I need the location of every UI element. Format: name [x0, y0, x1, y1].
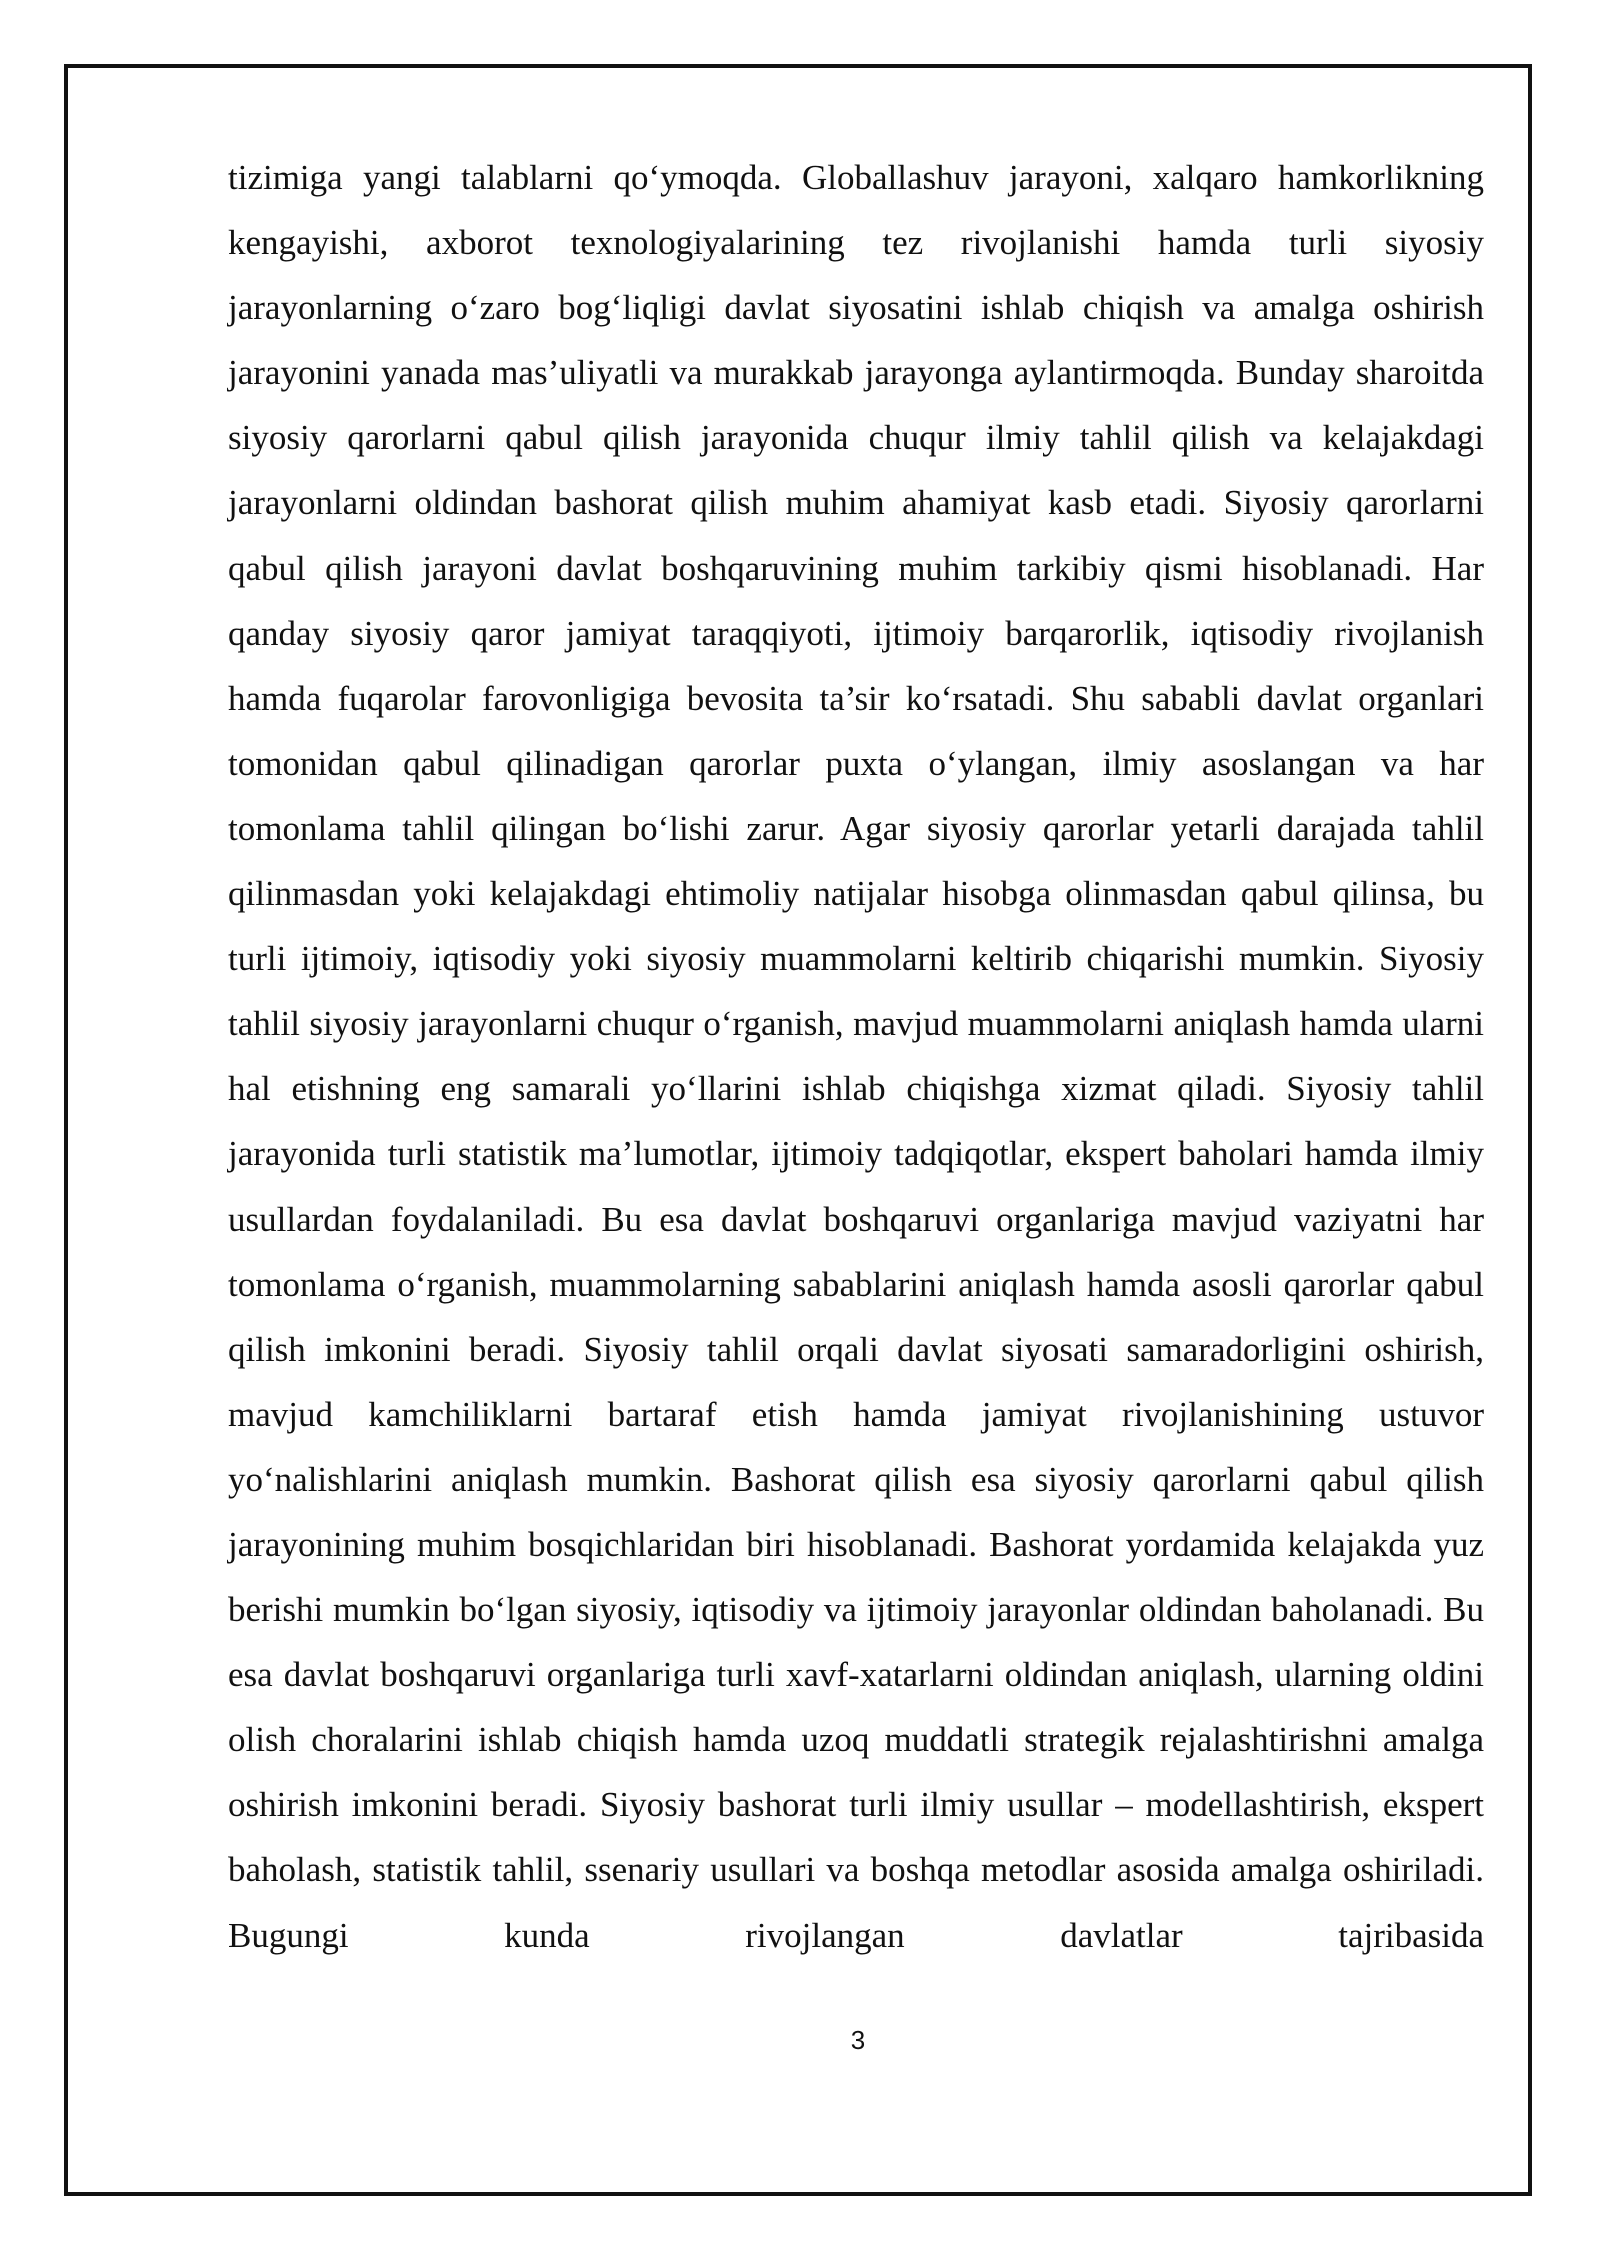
page-number: 3 — [850, 2025, 866, 2055]
body-paragraph: tizimiga yangi talablarni qo‘ymoqda. Globallashuv jarayoni, xalqaro hamkorlikning kengayishi, axborot texnologiyalarining tez rivojlanishi hamda turli siyosiy jarayonlarning o‘zaro bog‘liqligi davlat siyosatini ishlab chiqish va amalga oshirish jarayonini yanada mas’uliyatli va murakkab jarayonga aylantirmoqda. Bunday sharoitda siyosiy qarorlarni qabul qilish jarayonida chuqur ilmiy tahlil qilish va kelajakdagi jarayonlarni oldindan bashorat qilish muhim ahamiyat kasb etadi. Siyosiy qarorlarni qabul qilish jarayoni davlat boshqaruvining muhim tarkibiy qismi hisoblanadi. Har qanday siyosiy qaror jamiyat taraqqiyoti, ijtimoiy barqarorlik, iqtisodiy rivojlanish hamda fuqarolar farovonligiga bevosita ta’sir ko‘rsatadi. Shu sababli davlat organlari tomonidan qabul qilinadigan qarorlar puxta o‘ylangan, ilmiy asoslangan va har tomonlama tahlil qilingan bo‘lishi zarur. Agar siyosiy qarorlar yetarli darajada tahlil qilinmasdan yoki kelajakdagi ehtimoliy natijalar hisobga olinmasdan qabul qilinsa, bu turli ijtimoiy, iqtisodiy yoki siyosiy muammolarni keltirib chiqarishi mumkin. Siyosiy tahlil siyosiy jarayonlarni chuqur o‘rganish, mavjud muammolarni aniqlash hamda ularni hal etishning eng samarali yo‘llarini ishlab chiqishga xizmat qiladi. Siyosiy tahlil jarayonida turli statistik ma’lumotlar, ijtimoiy tadqiqotlar, ekspert baholari hamda ilmiy usullardan foydalaniladi. Bu esa davlat boshqaruvi organlariga mavjud vaziyatni har tomonlama o‘rganish, muammolarning sabablarini aniqlash hamda asosli qarorlar qabul qilish imkonini beradi. Siyosiy tahlil orqali davlat siyosati samaradorligini oshirish, mavjud kamchiliklarni bartaraf etish hamda jamiyat rivojlanishining ustuvor yo‘nalishlarini aniqlash mumkin. Bashorat qilish esa siyosiy qarorlarni qabul qilish jarayonining muhim bosqichlaridan biri hisoblanadi. Bashorat yordamida kelajakda yuz berishi mumkin bo‘lgan siyosiy, iqtisodiy va ijtimoiy jarayonlar oldindan baholanadi. Bu esa davlat boshqaruvi organlariga turli xavf-xatarlarni oldindan aniqlash, ularning oldini olish choralarini ishlab chiqish hamda uzoq muddatli strategik rejalashtirishni amalga oshirish imkonini beradi. Siyosiy bashorat turli ilmiy usullar – modellashtirish, ekspert baholash, statistik tahlil, ssenariy usullari va boshqa metodlar asosida amalga oshiriladi. Bugungi kunda rivojlangan davlatlar tajribasida — [228, 158, 1484, 1955]
